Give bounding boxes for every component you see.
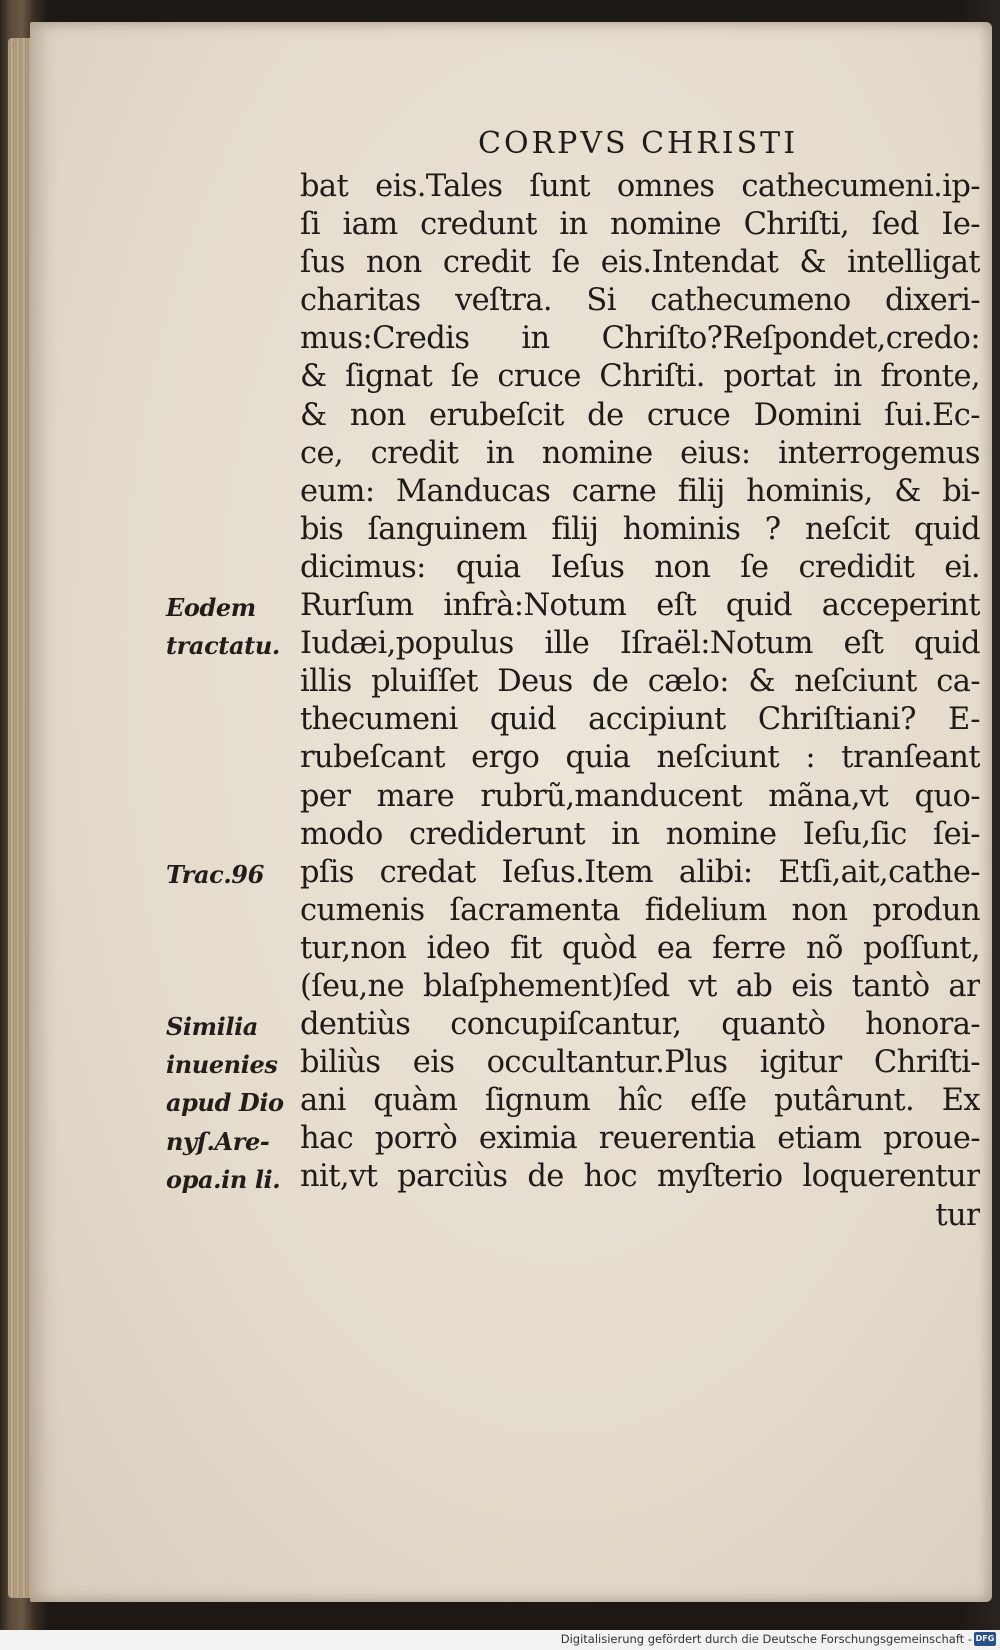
margin-note: tractatu. [166,631,280,661]
dfg-logo: DFG [974,1632,996,1646]
text-line: charitas veſtra. Si cathecumeno dixeri- [300,283,980,319]
text-line: dicimus: quia Ieſus non ſe credidit ei. [300,549,980,585]
text-line: thecumeni quid accipiunt Chriſtiani? E- [300,702,980,738]
margin-note: apud Dio [166,1088,284,1118]
text-line: rubeſcant ergo quia neſciunt : tranſeant [300,740,980,776]
text-line: dentiùs concupiſcantur, quantò honora- [300,1007,980,1043]
text-line: hac porrò eximia reuerentia etiam proue- [300,1121,980,1157]
margin-note: nyſ.Are- [166,1126,270,1156]
text-line: bis ſanguinem filij hominis ? neſcit quid [300,511,980,547]
margin-note: Trac.96 [166,859,264,889]
running-head: CORPVS CHRISTI [478,126,799,161]
catchword: tur [935,1197,980,1233]
text-line: Rurſum infrà:Notum eſt quid acceperint [300,588,980,624]
text-line: nit,vt parciùs de hoc myſterio loquerentur [300,1159,980,1195]
text-line: ani quàm ſignum hîc eſſe putârunt. Ex [300,1083,980,1119]
text-line: modo crediderunt in nomine Ieſu,ſic ſei- [300,816,980,852]
text-line: ce, credit in nomine eius: interrogemus [300,435,980,471]
text-line: & non erubeſcit de cruce Domini ſui.Ec- [300,397,980,433]
digitization-footer [0,1630,1000,1650]
text-line: & ſignat ſe cruce Chriſti. portat in fronte, [300,359,980,395]
margin-note: inuenies [166,1050,278,1080]
body-text [300,168,980,1235]
text-line: illis pluiſſet Deus de cælo: & neſciunt ca- [300,664,980,700]
text-line: biliùs eis occultantur.Plus igitur Chriſti- [300,1045,980,1081]
footer-credit: Digitalisierung gefördert durch die Deutsche Forschungsgemeinschaft - [560,1632,972,1646]
text-line: eum: Manducas carne filij hominis, & bi- [300,473,980,509]
margin-note: Eodem [166,593,256,623]
text-line: pſis credat Ieſus.Item alibi: Etſi,ait,cathe- [300,854,980,890]
text-line: Iudæi,populus ille Iſraël:Notum eſt quid [300,626,980,662]
text-line: ſus non credit ſe eis.Intendat & intelligat [300,245,980,281]
margin-note: Similia [166,1012,258,1042]
margin-note: opa.in li. [166,1164,281,1194]
text-line: tur,non ideo fit quòd ea ferre nõ poſſunt, [300,930,980,966]
text-line: cumenis ſacramenta fidelium non produn [300,892,980,928]
book-page [30,22,992,1602]
text-line: per mare rubrũ,manducent mãna,vt quo- [300,778,980,814]
text-line: mus:Credis in Chriſto?Reſpondet,credo: [300,321,980,357]
text-line: (ſeu,ne blaſphement)ſed vt ab eis tantò ar [300,968,980,1004]
text-line: ſi iam credunt in nomine Chriſti, ſed Ie- [300,207,980,243]
text-line: bat eis.Tales ſunt omnes cathecumeni.ip- [300,169,980,204]
